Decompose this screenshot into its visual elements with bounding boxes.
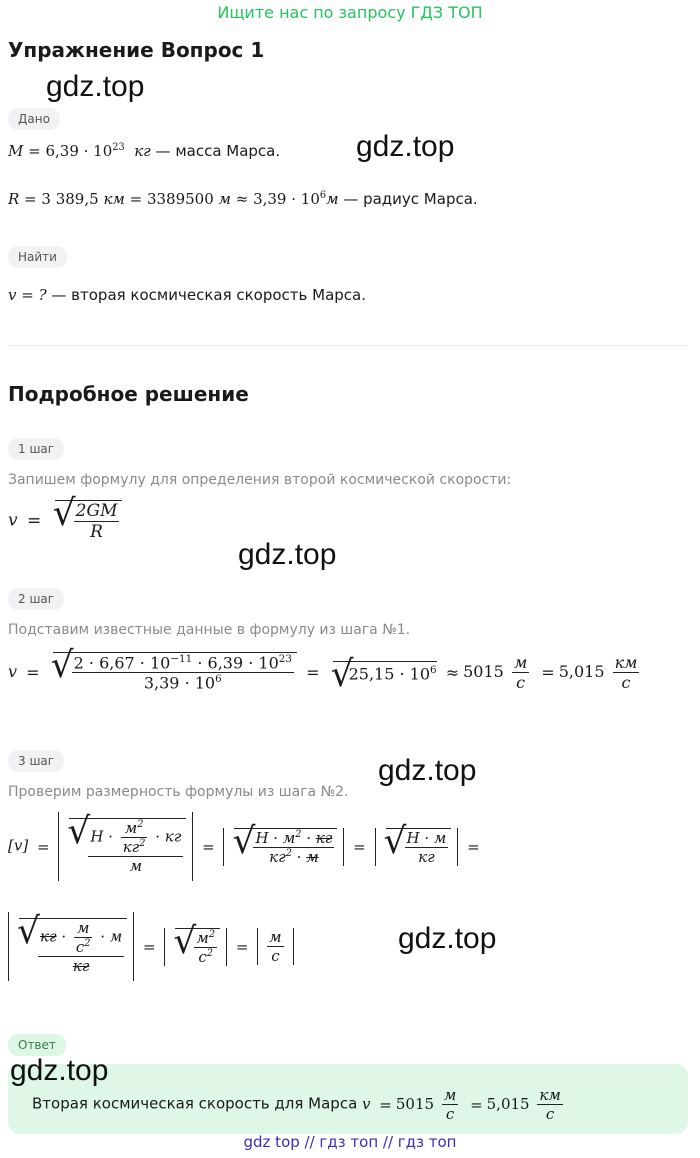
step1-text: Запишем формулу для определения второй космической скорости: xyxy=(8,472,512,488)
watermark: gdz.top xyxy=(10,1054,109,1087)
solution-title: Подробное решение xyxy=(8,382,249,406)
given-badge: Дано xyxy=(8,108,60,130)
given-mass-line xyxy=(8,142,280,160)
watermark: gdz.top xyxy=(238,538,337,571)
footer-links[interactable]: gdz top // гдз топ // гдз топ xyxy=(243,1133,457,1151)
watermark: gdz.top xyxy=(378,754,477,787)
page-title: Упражнение Вопрос 1 xyxy=(8,38,265,62)
find-desc: — вторая космическая скорость Марса. xyxy=(51,286,367,304)
watermark: gdz.top xyxy=(46,70,145,103)
radius-formula: R = 3 389,5 км = 3389500 $м \approx 3,39 \cdot 10^6м$ xyxy=(8,190,339,208)
radius-desc: — радиус Марса. xyxy=(343,190,478,208)
find-badge: Найти xyxy=(8,246,67,268)
top-banner: Ищите нас по запросу ГДЗ ТОП xyxy=(217,3,483,22)
mass-formula: $M = 6,39 \cdot 10^{23}$ кг xyxy=(8,142,151,160)
step2-badge: 2 шаг xyxy=(8,588,64,610)
watermark: gdz.top xyxy=(356,130,455,163)
answer-formula: v = 5015 $\frac{м}{с}$ = 5,015 $\frac{км}{с}$ xyxy=(362,1086,561,1123)
step3-text: Проверим размерность формулы из шага №2. xyxy=(8,784,349,800)
step3-formula-line2: √ кг · $\frac{м}{с^2}$ · м кг = √ $\frac{м^2}{с^2}$ = $\frac{м}{с}$ xyxy=(8,912,294,981)
step1-formula: v = √ $\frac{2GM}{R}$ xyxy=(8,500,122,542)
step2-text: Подставим известные данные в формулу из шага №1. xyxy=(8,622,411,638)
find-formula: v = ? xyxy=(8,286,47,304)
find-line xyxy=(8,286,366,304)
answer-badge: Ответ xyxy=(8,1034,66,1056)
answer-text: Вторая космическая скорость для Марса xyxy=(32,1094,358,1113)
step3-badge: 3 шаг xyxy=(8,750,64,772)
mass-desc: — масса Марса. xyxy=(155,142,281,160)
divider xyxy=(8,345,688,346)
answer-line xyxy=(32,1086,566,1123)
step3-formula-line1: [v] = √ Н · $\frac{м^2}{кг^2}$ · кг м = √ $\frac{Н \cdot м^2 \cdot кг}{кг^2 \cdot м}$ = √ $\frac{Н \cdot м}{кг}$ = xyxy=(8,812,484,881)
step1-badge: 1 шаг xyxy=(8,438,64,460)
given-radius-line xyxy=(8,190,478,208)
watermark: gdz.top xyxy=(398,922,497,955)
step2-formula: v = √ $\frac{2 \cdot 6,67 \cdot 10^{-11} \cdot 6,39 \cdot 10^{23}}{3,39 \cdot 10^6}$ = √ $25,15 \cdot 10^6 \approx 5015$ $\frac{м}{с}$ = 5,015 $\frac{км}{с}$ xyxy=(8,652,642,693)
